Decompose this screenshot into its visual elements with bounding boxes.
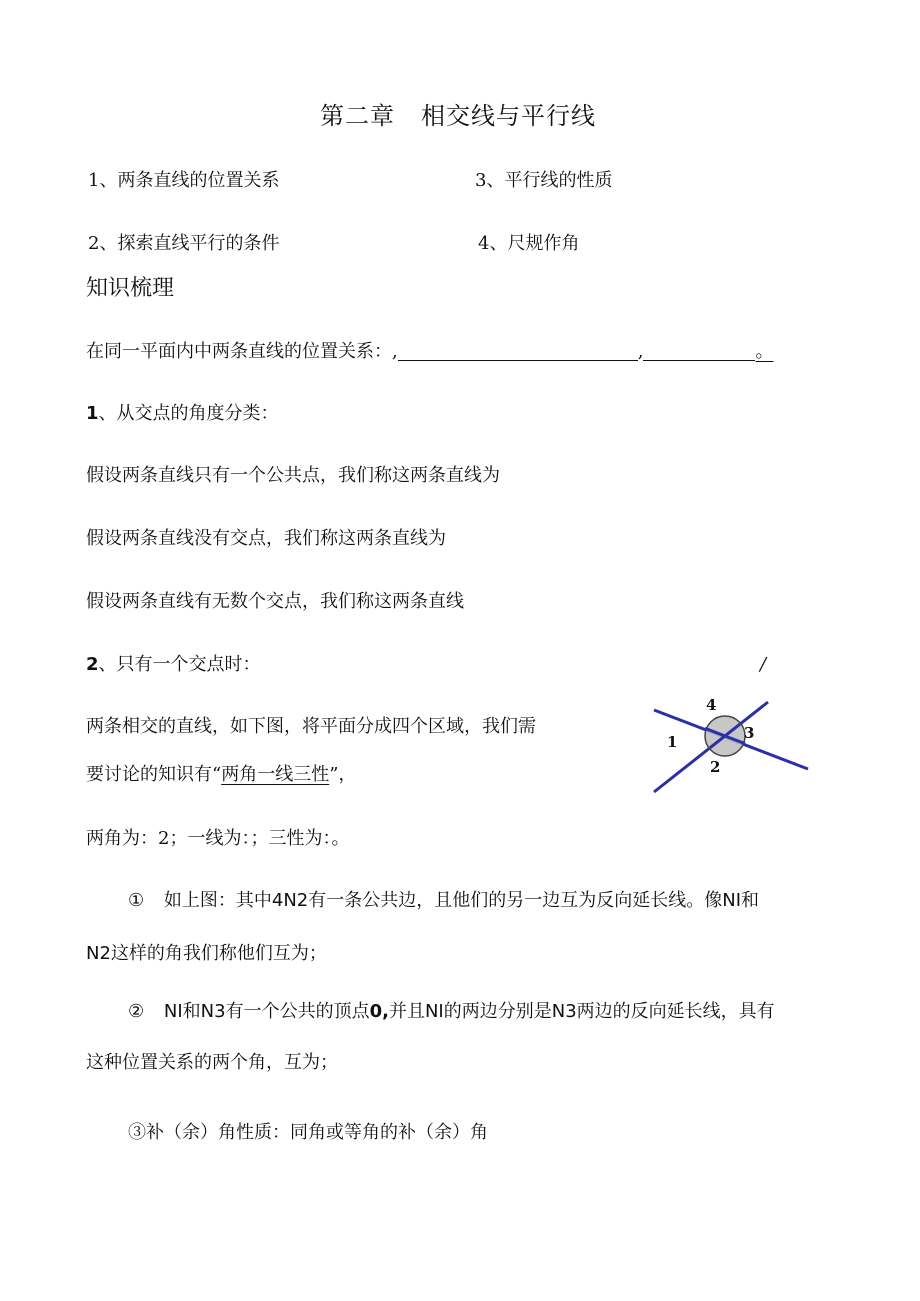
part2-para-1: 两条相交的直线，如下图，将平面分成四个区域，我们需 bbox=[86, 716, 536, 737]
item-2-line-1 bbox=[128, 1003, 775, 1021]
part1-line-2: 假设两条直线没有交点，我们称这两条直线为 bbox=[86, 528, 446, 549]
item-2-vertex-ref: 0, bbox=[369, 1001, 389, 1022]
intro-comma-1: , bbox=[392, 341, 398, 362]
answer-blank-2[interactable] bbox=[643, 344, 755, 361]
part1-title: 、从交点的角度分类： bbox=[98, 403, 279, 424]
chapter-title: 相交线与平行线 bbox=[421, 102, 596, 130]
item-3-line: ③补（余）角性质：同角或等角的补（余）角 bbox=[128, 1122, 488, 1143]
part1-heading bbox=[86, 405, 279, 423]
item-2-text-j: 两边的反向延长线，具有 bbox=[576, 1001, 775, 1022]
angle-label-4: 4 bbox=[706, 696, 717, 714]
item-2-text-h: 的两边分别是 bbox=[443, 1001, 552, 1022]
item-2-text-d: 有一个公共的顶点 bbox=[225, 1001, 370, 1022]
answer-blank-1[interactable] bbox=[398, 344, 638, 361]
part2-summary: 两角为：2；一线为：；三性为：。 bbox=[86, 828, 350, 849]
item-2-line-2: 这种位置关系的两个角，互为； bbox=[86, 1052, 338, 1073]
intro-comma-2: , bbox=[637, 341, 644, 362]
item-1-line-1 bbox=[128, 892, 759, 910]
part2-para-2-pre: 要讨论的知识有“ bbox=[86, 764, 222, 785]
item-1-mark: ① bbox=[128, 890, 145, 911]
item-1-text-g: 这样的角我们称他们互为； bbox=[110, 943, 327, 964]
item-1-text-c: 有一条公共边，且他们的另一边互为反向延长线。像 bbox=[308, 890, 723, 911]
toc-item-2: 2、探索直线平行的条件 bbox=[88, 233, 280, 254]
part2-para-2 bbox=[86, 766, 356, 784]
intro-line bbox=[86, 343, 773, 361]
item-1-angle-ref-c: N2 bbox=[86, 943, 111, 964]
item-2-text-b: 和 bbox=[182, 1001, 201, 1022]
item-1-text-a: 如上图：其中 bbox=[163, 890, 272, 911]
chapter-label: 第二章 bbox=[320, 102, 395, 130]
part1-line-3: 假设两条直线有无数个交点，我们称这两条直线 bbox=[86, 591, 464, 612]
item-2-mark: ② bbox=[128, 1001, 145, 1022]
toc-item-4: 4、尺规作角 bbox=[478, 233, 580, 254]
angle-label-2: 2 bbox=[710, 758, 721, 776]
part2-title: 、只有一个交点时： bbox=[98, 654, 261, 675]
angle-label-3: 3 bbox=[744, 724, 755, 742]
item-2-angle-ref-c: NI bbox=[424, 1001, 444, 1022]
part2-number: 2 bbox=[86, 654, 99, 675]
key-concepts-underlined: 两角一线三性 bbox=[221, 764, 330, 785]
stray-slash: / bbox=[760, 654, 767, 675]
part2-para-2-post: ”， bbox=[329, 764, 357, 785]
item-2-angle-ref-b: N3 bbox=[200, 1001, 226, 1022]
page-title bbox=[320, 104, 596, 128]
item-1-angle-ref-a: 4N2 bbox=[271, 890, 309, 911]
item-2-text-f: 并且 bbox=[388, 1001, 425, 1022]
part1-line-1: 假设两条直线只有一个公共点，我们称这两条直线为 bbox=[86, 465, 500, 486]
toc-item-1: 1、两条直线的位置关系 bbox=[88, 170, 280, 191]
angle-label-1: 1 bbox=[667, 733, 678, 751]
intro-text: 在同一平面内中两条直线的位置关系： bbox=[86, 341, 392, 362]
item-1-text-e: 和 bbox=[741, 890, 760, 911]
part1-number: 1 bbox=[86, 403, 99, 424]
intro-period: 。 bbox=[755, 341, 774, 362]
item-2-angle-ref-d: N3 bbox=[551, 1001, 577, 1022]
toc-item-3: 3、平行线的性质 bbox=[475, 170, 613, 191]
part2-heading bbox=[86, 656, 261, 674]
section-heading: 知识梳理 bbox=[86, 276, 175, 301]
intersecting-lines-diagram bbox=[640, 660, 820, 800]
item-2-angle-ref-a: NI bbox=[163, 1001, 183, 1022]
item-1-angle-ref-b: NI bbox=[722, 890, 742, 911]
item-1-line-2 bbox=[86, 945, 327, 963]
